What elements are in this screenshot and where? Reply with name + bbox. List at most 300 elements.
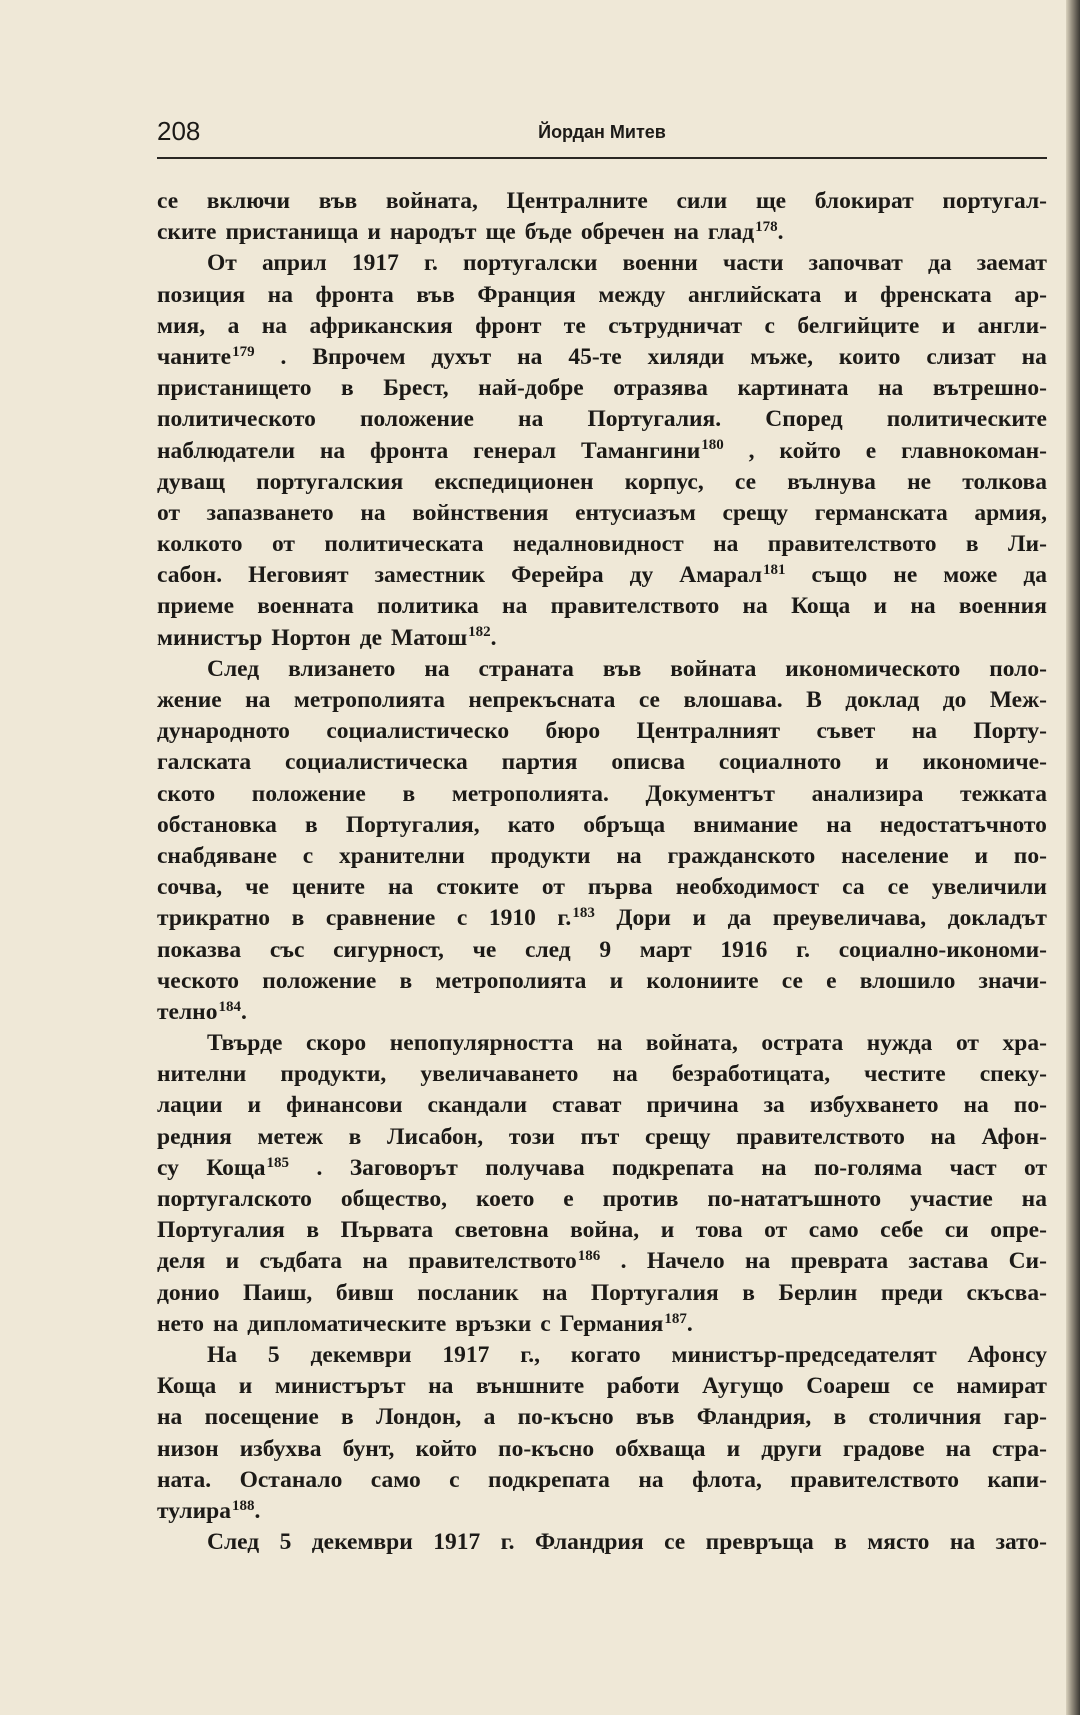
word: правителството (790, 1466, 959, 1493)
word: се (157, 188, 179, 214)
word: на (502, 593, 528, 620)
word: за (763, 1092, 785, 1119)
word: африканския (309, 312, 453, 339)
word: нужда (866, 1030, 933, 1057)
text-line (157, 217, 1047, 248)
word: съдбата (259, 1248, 343, 1275)
word: . (280, 343, 287, 370)
word: световна (454, 1217, 549, 1244)
word: мъже, (750, 343, 813, 370)
word: 1916 (720, 936, 768, 963)
word: причина (646, 1092, 739, 1119)
word: Паиш, (243, 1279, 313, 1306)
word: Португалия. (587, 406, 722, 433)
word: флота, (692, 1466, 762, 1493)
word: Матош$^{182}$. (391, 624, 497, 651)
word: на (245, 687, 271, 713)
text-line (157, 1215, 1047, 1246)
word: обречен (580, 219, 665, 246)
word: внимание (693, 811, 799, 838)
word: Си- (1008, 1248, 1047, 1275)
word: на (597, 1030, 623, 1057)
text-line (157, 1059, 1047, 1090)
word: на (157, 1404, 183, 1431)
word: недостатъчното (879, 811, 1047, 838)
word: политическите (886, 406, 1047, 433)
word: в (402, 780, 416, 807)
word: преврата (790, 1248, 889, 1275)
word: което (475, 1186, 535, 1212)
word: работи (606, 1373, 680, 1400)
word: Меж- (989, 687, 1047, 713)
word: Франция (477, 281, 576, 308)
word: духът (431, 343, 492, 370)
word: увеличили (931, 874, 1047, 901)
word: че (245, 874, 269, 901)
word: заемат (976, 250, 1047, 277)
word: Португалия (590, 1279, 719, 1306)
word: политическото (157, 406, 316, 433)
text-line (157, 1465, 1047, 1496)
word: войнствения (412, 499, 549, 526)
word: на (360, 499, 386, 526)
word: Афон- (981, 1123, 1047, 1150)
word: Брест, (383, 375, 449, 402)
word: Нортон (271, 624, 351, 651)
text-line (157, 935, 1047, 966)
word: на (963, 1092, 989, 1119)
word: е (563, 1186, 574, 1212)
word: Останало (239, 1466, 343, 1493)
word: скоро (305, 1030, 367, 1057)
word: глад$^{178}$. (707, 218, 784, 246)
word: Дори (616, 905, 671, 932)
text-line (157, 1090, 1047, 1121)
word: 5 (279, 1529, 292, 1556)
word: Фландрия (534, 1529, 644, 1556)
word: г. (423, 250, 438, 277)
word: на (319, 437, 346, 464)
word: положение (359, 406, 474, 433)
text-line (157, 311, 1047, 342)
text-line (157, 966, 1047, 997)
text-line (157, 529, 1047, 560)
word: стра- (992, 1435, 1047, 1462)
word: на (261, 312, 288, 339)
word: по- (1013, 1092, 1047, 1119)
word: започват (808, 250, 903, 277)
word: военната (257, 593, 354, 620)
word: армия, (974, 499, 1047, 526)
word: и (660, 1217, 675, 1244)
text-line (157, 623, 1047, 654)
word: непрекъсната (468, 687, 616, 713)
footnote-marker: 184 (218, 998, 241, 1015)
text-line (157, 810, 1047, 841)
word: във (416, 281, 455, 308)
word: подкрепата (612, 1154, 734, 1181)
word: докладът (947, 905, 1047, 932)
word: ентусиазъм (575, 499, 696, 526)
word: цените (291, 874, 365, 901)
word: и (225, 1248, 240, 1275)
punctuation: . (777, 219, 784, 246)
word: в (306, 1217, 320, 1244)
word: нето (157, 1310, 204, 1337)
text-line (157, 1340, 1047, 1371)
footnote-marker: 179 (232, 343, 255, 360)
text-line (157, 1527, 1047, 1558)
word: не (907, 468, 932, 495)
word: икономическото (785, 655, 961, 682)
word: в (965, 531, 979, 558)
word: на (1021, 343, 1047, 370)
word: ар- (1014, 281, 1047, 308)
word: Афонсу (967, 1341, 1047, 1368)
word: необходимост (675, 874, 820, 901)
text-line (157, 685, 1047, 716)
word: войната, (385, 188, 478, 214)
text-line (157, 467, 1047, 498)
word: на (517, 343, 543, 370)
word: преди (880, 1279, 943, 1306)
word: продукти (490, 842, 591, 869)
word: декември (310, 1341, 412, 1368)
word: Неговият (248, 562, 349, 589)
word: Фландрия, (696, 1404, 812, 1431)
word: социалистическа (285, 749, 468, 776)
word: да (927, 250, 952, 277)
word: сравнение (325, 905, 436, 932)
word: правителството (736, 1123, 905, 1150)
word: социалното (718, 749, 842, 776)
word: англи- (977, 312, 1047, 339)
word: и (367, 219, 381, 246)
word: деля (157, 1248, 206, 1275)
word: , (748, 437, 755, 464)
word: на (212, 1310, 239, 1337)
word: влошило (859, 967, 956, 994)
word: генерал (473, 437, 557, 464)
word: донио (157, 1279, 220, 1306)
book-spine-shadow (1066, 0, 1080, 1715)
word: тежката (960, 780, 1047, 807)
word: партия (501, 749, 578, 776)
word: дипломатическите (247, 1310, 447, 1337)
word: ще (755, 188, 787, 214)
word: на (616, 842, 642, 869)
word: анализира (811, 780, 924, 807)
text-line (157, 1371, 1047, 1402)
word: чаните$^{179}$ (157, 343, 255, 370)
word: 1917 (433, 1529, 481, 1556)
word: е (865, 437, 877, 464)
footnote-marker: 188 (231, 1497, 255, 1514)
word: на (424, 655, 450, 682)
word: Централният (636, 718, 781, 745)
word: сили (676, 188, 728, 214)
word: посещение (204, 1404, 319, 1431)
word: място (867, 1529, 930, 1556)
word: бъде (524, 219, 572, 246)
word: стоките (436, 874, 519, 901)
word: фронта (370, 437, 449, 464)
word: Португалия, (345, 811, 480, 838)
word: със (269, 936, 305, 963)
word: и (726, 1435, 741, 1462)
word: на (878, 375, 904, 402)
word: включи (206, 188, 291, 214)
word: може (943, 562, 998, 589)
word: обръща (583, 811, 666, 838)
word: други (761, 1435, 822, 1462)
word: министър-председателят (671, 1341, 937, 1368)
word: колкото (157, 531, 243, 558)
word: увеличаването (420, 1061, 579, 1088)
word: на (930, 1123, 956, 1150)
text-line (157, 1496, 1047, 1527)
word: в (348, 1123, 362, 1150)
word: от (271, 531, 295, 558)
word: 1910 (488, 905, 536, 932)
word: поло- (989, 655, 1047, 682)
text-line (157, 747, 1047, 778)
word: по-нататъшното (707, 1186, 882, 1212)
word: страната (478, 655, 574, 682)
word: и (238, 1373, 253, 1400)
word: метеж (257, 1123, 323, 1150)
word: и (873, 593, 888, 620)
word: заместник (374, 562, 486, 589)
word: хра- (1002, 1030, 1047, 1057)
word: трикратно (157, 905, 271, 932)
text-line (157, 560, 1047, 591)
word: непопулярността (389, 1030, 574, 1057)
word: де (359, 624, 383, 651)
word: също (811, 562, 868, 589)
word: които (838, 343, 901, 370)
word: слизат (926, 343, 996, 370)
word: че (472, 936, 497, 963)
word: части (722, 250, 784, 277)
word: 5 (267, 1341, 280, 1368)
footnote-marker: 178 (755, 218, 778, 235)
text-line (157, 248, 1047, 279)
word: метрополията (293, 687, 445, 713)
word: Централните (506, 188, 648, 214)
word: След (207, 655, 260, 682)
word: само (370, 1466, 421, 1493)
word: толкова (962, 468, 1047, 495)
word: ското (157, 780, 216, 807)
word: сигурност, (333, 936, 444, 963)
word: отразява (613, 375, 708, 402)
word: преувеличава, (772, 905, 927, 932)
word: френската (880, 281, 992, 308)
word: португалския (256, 468, 404, 495)
word: и (247, 1092, 262, 1119)
word: се (912, 1373, 934, 1400)
text-line (157, 1028, 1047, 1059)
word: вътрешно- (932, 375, 1047, 402)
text-line (157, 404, 1047, 435)
word: се (664, 1529, 686, 1556)
word: част (949, 1154, 997, 1181)
word: позиция (157, 281, 246, 308)
word: население (841, 842, 949, 869)
word: на (267, 281, 293, 308)
word: като (507, 811, 556, 838)
word: 1917 (442, 1341, 490, 1368)
word: експедиционен (434, 468, 594, 495)
text-line (157, 654, 1047, 685)
word: От (207, 250, 237, 277)
word: германската (814, 499, 948, 526)
word: метрополията. (451, 780, 609, 807)
word: декември (311, 1529, 413, 1556)
word: между (598, 281, 666, 308)
word: до (942, 687, 967, 713)
word: участие (910, 1186, 993, 1212)
word: галската (157, 749, 252, 776)
word: дуващ (157, 468, 225, 495)
word: външните (475, 1373, 585, 1400)
word: стават (552, 1092, 622, 1119)
word: Ферейра (511, 562, 604, 589)
text-line (157, 591, 1047, 622)
word: скъсва- (966, 1279, 1047, 1306)
word: 1917 (351, 250, 399, 277)
word: се (638, 687, 660, 713)
word: си (944, 1217, 969, 1244)
word: Заговорът (349, 1154, 458, 1181)
word: на (761, 1154, 787, 1181)
word: ските (157, 219, 217, 246)
word: са (842, 874, 865, 901)
text-line (157, 1309, 1047, 1340)
punctuation: . (686, 1310, 693, 1337)
word: португалски (463, 250, 598, 277)
word: наблюдатели (157, 437, 295, 464)
word: обстановка (157, 811, 277, 838)
word: избухването (809, 1092, 939, 1119)
word: се (781, 967, 803, 994)
word: опре- (990, 1217, 1047, 1244)
word: на (542, 1279, 568, 1306)
word: на (638, 1466, 664, 1493)
word: Лисабон, (387, 1123, 484, 1150)
word: от (157, 499, 180, 526)
word: г. (796, 936, 811, 963)
word: в (341, 1404, 354, 1431)
word: във (635, 1404, 675, 1431)
word: социално-икономи- (838, 936, 1047, 963)
word: снабдяване (157, 842, 277, 869)
word: бивш (335, 1279, 394, 1306)
word: фронт (475, 312, 542, 339)
word: на (388, 874, 414, 901)
body-text (157, 186, 1047, 1558)
word: Начело (646, 1248, 725, 1275)
text-line (157, 1278, 1047, 1309)
word: военния (958, 593, 1047, 620)
word: пристанища (225, 219, 359, 246)
word: по-късно (498, 1435, 595, 1462)
word: на (744, 1248, 771, 1275)
word: на (673, 219, 699, 246)
word: ческото (157, 967, 240, 994)
word: В (806, 687, 822, 713)
page-number: 208 (157, 116, 201, 146)
word: гар- (1003, 1404, 1047, 1431)
word: на (612, 1061, 638, 1088)
word: положение (251, 780, 366, 807)
word: Аугущо (702, 1373, 784, 1400)
word: и (941, 312, 956, 339)
word: получава (485, 1154, 585, 1181)
word: по- (1013, 842, 1047, 869)
word: Първата (340, 1217, 434, 1244)
word: най-добре (478, 375, 584, 402)
word: фронта (315, 281, 394, 308)
text-line (157, 1153, 1047, 1184)
word: сабон. (157, 562, 223, 589)
text-line (157, 903, 1047, 934)
footnote-marker: 180 (701, 437, 724, 454)
word: министър (157, 624, 263, 651)
word: министърът (274, 1373, 406, 1400)
word: себе (880, 1217, 924, 1244)
word: колониите (646, 967, 759, 994)
word: Тамангини$^{180}$ (580, 437, 724, 464)
word: показва (157, 936, 242, 963)
word: картината (737, 375, 849, 402)
word: срещу (722, 499, 789, 526)
word: война, (570, 1217, 640, 1244)
word: войната (670, 655, 757, 682)
word: във (318, 188, 358, 214)
word: който (779, 437, 841, 464)
word: в (399, 967, 413, 994)
word: португал- (942, 188, 1047, 214)
word: ду (629, 562, 654, 589)
word: от (541, 874, 565, 901)
word: сочва, (157, 874, 223, 901)
word: когато (570, 1341, 641, 1368)
word: път (580, 1123, 620, 1150)
word: връзки (455, 1310, 532, 1337)
word: военни (622, 250, 698, 277)
text-line (157, 1402, 1047, 1433)
word: с (456, 905, 468, 932)
text-line (157, 779, 1047, 810)
word: низон (157, 1435, 219, 1462)
running-head: Йордан Митев (538, 122, 666, 142)
word: обхваща (615, 1435, 706, 1462)
word: на (518, 406, 544, 433)
word: английската (688, 281, 822, 308)
word: се (887, 874, 909, 901)
word: да (727, 905, 752, 932)
word: от (955, 1030, 979, 1057)
word: бунт, (342, 1435, 395, 1462)
word: в (834, 1529, 847, 1556)
word: хранителни (338, 842, 465, 869)
text-line (157, 1122, 1047, 1153)
word: мия, (157, 312, 206, 339)
word: корпус, (624, 468, 704, 495)
word: недалновидност (512, 531, 684, 558)
